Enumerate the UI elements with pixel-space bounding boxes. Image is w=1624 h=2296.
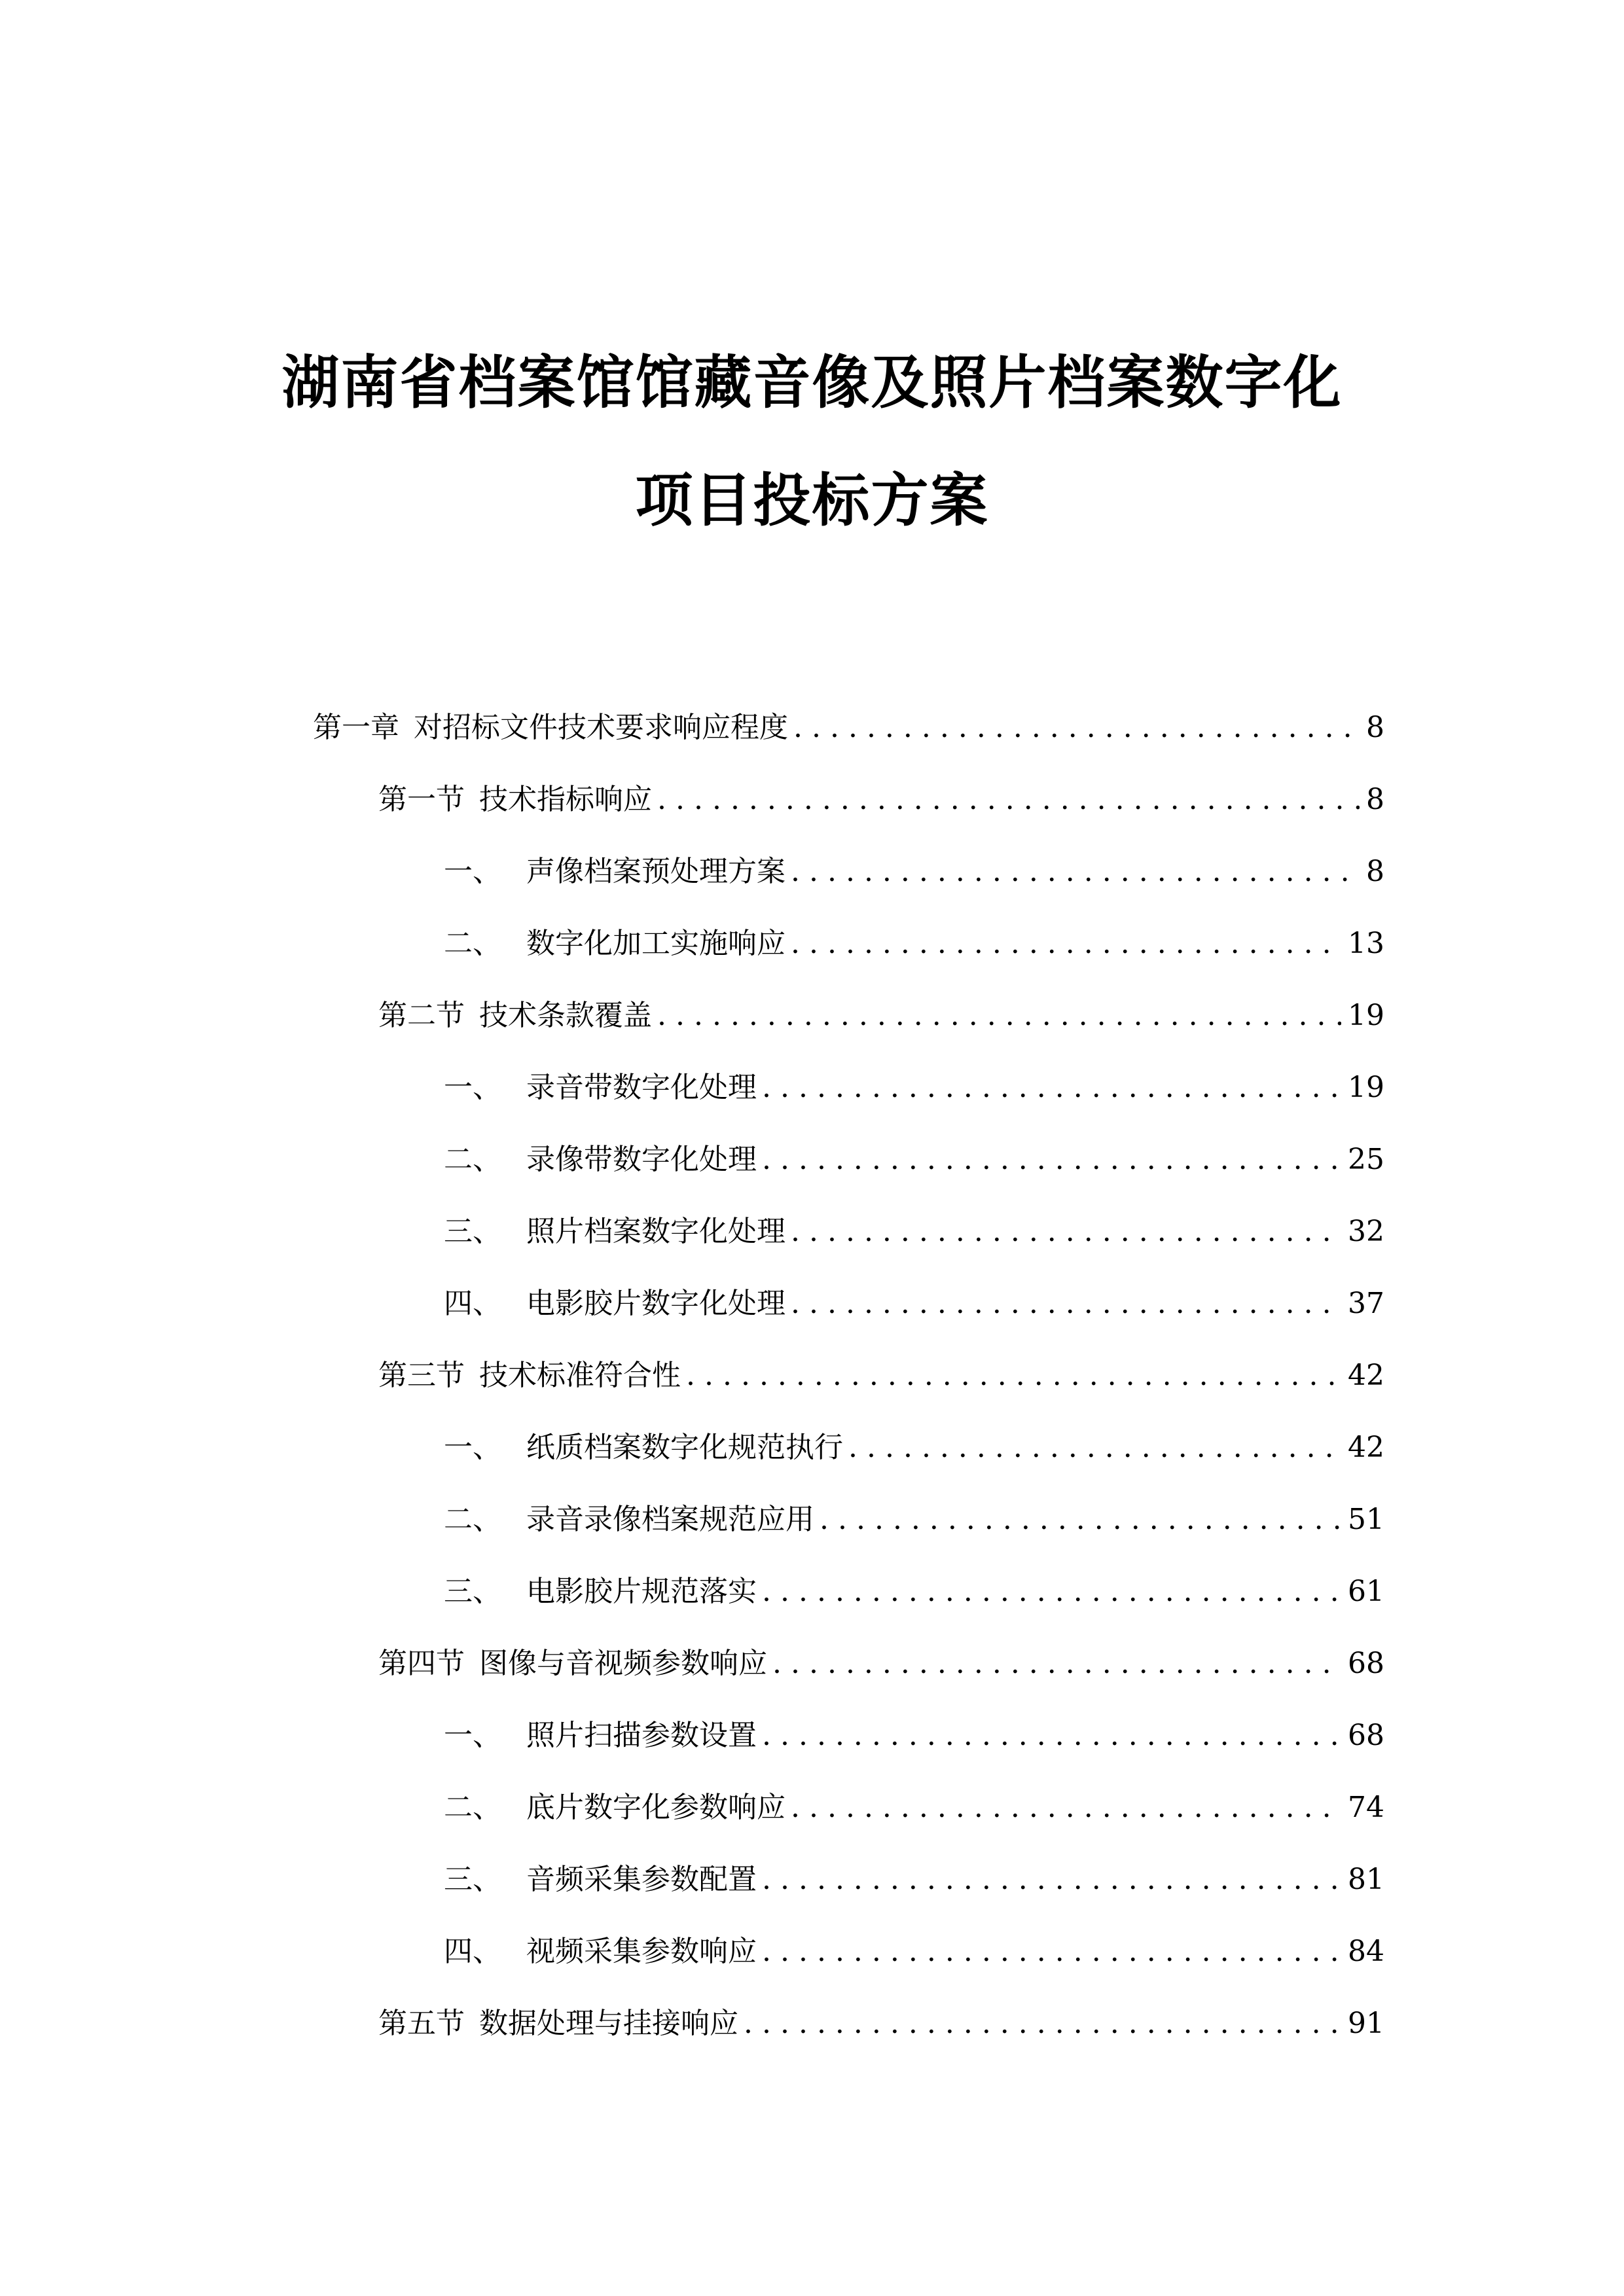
dot-leader [791,855,1360,888]
toc-entry-number: 二、 [444,1503,501,1536]
document-title-line-1: 湖南省档案馆馆藏音像及照片档案数字化 [281,349,1343,416]
toc-entry-number: 第一节 [378,783,465,816]
toc-entry-label [444,1496,814,1537]
dot-leader [744,2007,1341,2040]
toc-entry-title: 数字化加工实施响应 [526,927,785,960]
toc-entry-number: 第一章 [313,711,399,744]
toc-entry-label [378,776,652,817]
document-title-line-2: 项目投标方案 [635,467,989,534]
toc-entry-page: 81 [1348,1863,1384,1896]
toc-entry[interactable] [444,920,1384,965]
toc-entry[interactable] [444,1712,1384,1757]
toc-entry-label [444,1280,785,1321]
toc-entry-label [444,920,785,961]
toc-entry-page: 8 [1366,711,1384,744]
toc-entry-number: 二、 [444,927,501,960]
toc-entry-number: 一、 [444,1431,501,1464]
toc-entry-number: 一、 [444,1719,501,1752]
toc-entry-number: 二、 [444,1791,501,1824]
toc-entry[interactable] [444,1496,1384,1541]
toc-entry-number: 四、 [444,1935,501,1968]
toc-entry-title: 技术标准符合性 [479,1359,681,1392]
toc-entry[interactable] [444,1208,1384,1253]
toc-entry-label [444,848,785,889]
dot-leader [820,1503,1341,1536]
toc-entry-number: 四、 [444,1287,501,1320]
toc-entry-page: 68 [1348,1719,1384,1752]
toc-entry[interactable] [378,992,1384,1037]
toc-entry-number: 第三节 [378,1359,465,1392]
toc-entry[interactable] [444,1424,1384,1469]
toc-entry-title: 照片扫描参数设置 [526,1719,757,1752]
toc-entry-label [378,2000,738,2041]
toc-entry-title: 录音带数字化处理 [526,1071,757,1104]
toc-entry-title: 电影胶片规范落实 [526,1575,757,1608]
toc-entry-page: 25 [1348,1143,1384,1176]
toc-entry-title: 电影胶片数字化处理 [526,1287,785,1320]
toc-entry[interactable] [444,1784,1384,1829]
toc-entry-page: 42 [1348,1359,1384,1392]
toc-entry-label [444,1928,757,1969]
toc-entry[interactable] [378,1352,1384,1397]
toc-entry-number: 三、 [444,1863,501,1896]
dot-leader [791,1287,1341,1320]
dot-leader [686,1359,1341,1392]
toc-entry-page: 13 [1348,927,1384,960]
toc-entry-page: 32 [1348,1215,1384,1248]
toc-entry[interactable] [444,1928,1384,1973]
dot-leader [772,1647,1341,1680]
toc-entry-label [444,1208,785,1249]
toc-entry-page: 51 [1348,1503,1384,1536]
toc-entry[interactable] [444,1856,1384,1901]
toc-entry[interactable] [444,1568,1384,1613]
toc-entry-label [313,704,788,745]
toc-entry-label [444,1784,785,1825]
toc-entry-page: 8 [1366,783,1384,816]
toc-entry-title: 纸质档案数字化规范执行 [526,1431,843,1464]
dot-leader [762,1935,1341,1968]
toc-entry[interactable] [313,704,1384,749]
dot-leader [848,1431,1341,1464]
toc-entry-label [444,1568,757,1609]
toc-entry-page: 84 [1348,1935,1384,1968]
toc-entry-page: 42 [1348,1431,1384,1464]
toc-entry-label [378,1640,767,1681]
dot-leader [762,1071,1341,1104]
toc-entry-label [444,1136,757,1177]
toc-entry-page: 8 [1366,855,1384,888]
toc-entry-label [378,1352,681,1393]
toc-entry-page: 91 [1348,2007,1384,2040]
toc-entry-label [378,992,652,1033]
toc-entry-number: 一、 [444,1071,501,1104]
toc-entry-label [444,1856,757,1897]
toc-entry-number: 三、 [444,1575,501,1608]
toc-entry-number: 三、 [444,1215,501,1248]
dot-leader [657,999,1341,1032]
toc-entry-label [444,1424,843,1465]
toc-entry-page: 19 [1348,1071,1384,1104]
toc-entry-number: 第二节 [378,999,465,1032]
toc-entry-title: 照片档案数字化处理 [526,1215,785,1248]
toc-entry-page: 37 [1348,1287,1384,1320]
toc-entry-page: 68 [1348,1647,1384,1680]
toc-entry-title: 视频采集参数响应 [526,1935,757,1968]
toc-entry-label [444,1064,757,1105]
toc-entry-title: 录像带数字化处理 [526,1143,757,1176]
dot-leader [657,783,1360,816]
dot-leader [791,927,1341,960]
dot-leader [762,1143,1341,1176]
toc-entry-page: 74 [1348,1791,1384,1824]
toc-entry-title: 技术指标响应 [479,783,652,816]
toc-entry[interactable] [444,1280,1384,1325]
dot-leader [793,711,1360,744]
toc-entry-title: 技术条款覆盖 [479,999,652,1032]
dot-leader [791,1215,1341,1248]
toc-entry-number: 第五节 [378,2007,465,2040]
toc-entry-title: 底片数字化参数响应 [526,1791,785,1824]
dot-leader [791,1791,1341,1824]
toc-entry[interactable] [378,1640,1384,1685]
toc-entry-number: 第四节 [378,1647,465,1680]
dot-leader [762,1719,1341,1752]
toc-entry[interactable] [378,2000,1384,2045]
dot-leader [762,1575,1341,1608]
toc-entry-title: 音频采集参数配置 [526,1863,757,1896]
dot-leader [762,1863,1341,1896]
toc-entry-title: 图像与音视频参数响应 [479,1647,767,1680]
toc-entry-number: 一、 [444,855,501,888]
toc-entry-page: 61 [1348,1575,1384,1608]
toc-entry[interactable] [444,1064,1384,1109]
toc-entry[interactable] [444,848,1384,893]
toc-entry-number: 二、 [444,1143,501,1176]
toc-entry[interactable] [444,1136,1384,1181]
toc-entry-title: 录音录像档案规范应用 [526,1503,814,1536]
toc-entry-title: 数据处理与挂接响应 [479,2007,738,2040]
toc-entry-title: 对招标文件技术要求响应程度 [414,711,788,744]
toc-entry-label [444,1712,757,1753]
toc-entry[interactable] [378,776,1384,821]
toc-entry-title: 声像档案预处理方案 [526,855,785,888]
toc-entry-page: 19 [1348,999,1384,1032]
